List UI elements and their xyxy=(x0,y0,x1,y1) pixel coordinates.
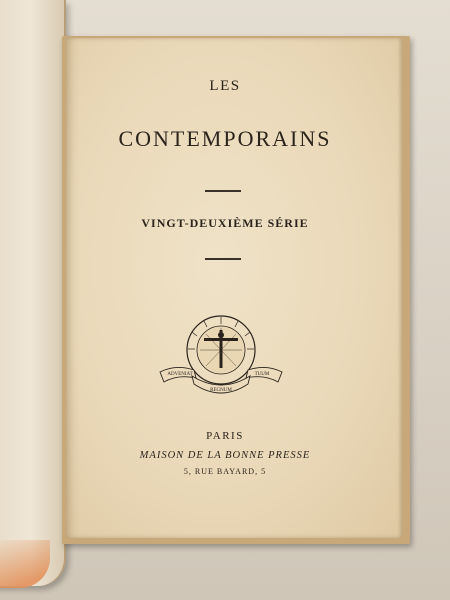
ribbon-text-left: ADVENIAT xyxy=(167,372,193,377)
publication-city: PARIS xyxy=(206,430,244,442)
ribbon-text-bottom: REGNUM xyxy=(210,388,232,393)
publisher-address: 5, RUE BAYARD, 5 xyxy=(183,467,267,476)
divider-rule-top xyxy=(205,190,241,192)
title-line-les: LES xyxy=(209,78,241,94)
publisher-emblem xyxy=(156,312,286,400)
publisher-name: MAISON DE LA BONNE PRESSE xyxy=(139,450,311,461)
book-title: CONTEMPORAINS xyxy=(118,126,332,151)
series-label: VINGT-DEUXIÈME SÉRIE xyxy=(141,216,309,230)
ribbon-text-right: TUUM xyxy=(254,372,270,377)
divider-rule-bottom xyxy=(205,258,241,260)
title-page xyxy=(66,38,402,538)
